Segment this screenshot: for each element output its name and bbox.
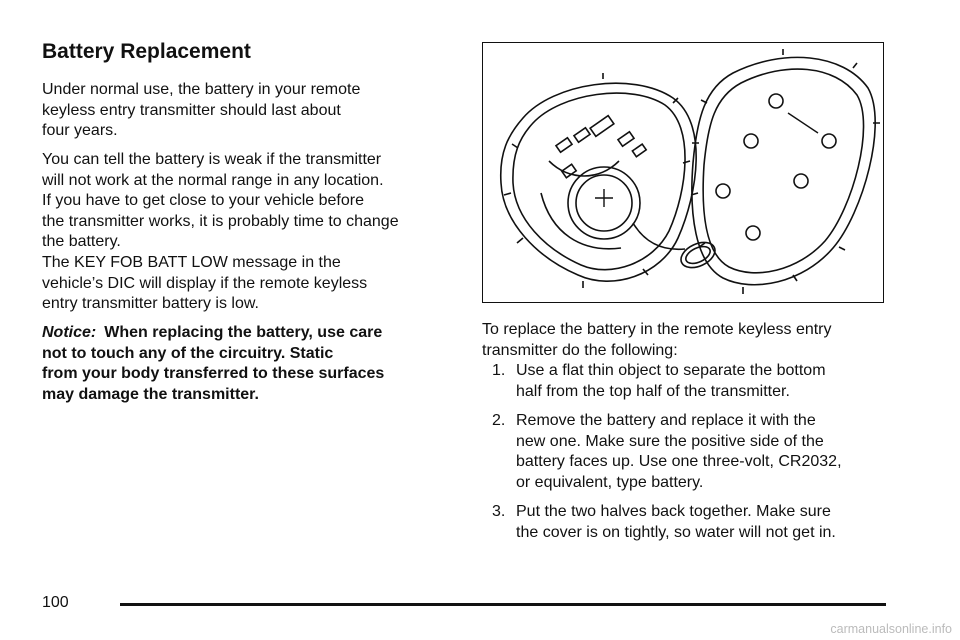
paragraph-battery-life [42, 80, 452, 142]
paragraph-weak-battery [42, 150, 452, 253]
step-text [516, 502, 896, 543]
text-line: transmitter do the following: [482, 341, 678, 359]
page-number: 100 [42, 594, 69, 611]
notice-line [42, 323, 452, 344]
text-line: the battery. [42, 233, 121, 250]
text-line: Remove the battery and replace it with the [516, 412, 816, 429]
notice-block [42, 323, 452, 405]
step-text [516, 361, 896, 402]
paragraph-dic-message [42, 253, 452, 315]
key-fob-figure [482, 42, 884, 303]
step-text [516, 411, 896, 493]
notice-label: Notice: [42, 324, 97, 341]
text-line: new one. Make sure the positive side of the [516, 432, 824, 450]
watermark: carmanualsonline.info [830, 622, 952, 636]
key-ring [677, 237, 719, 272]
notice-line: not to touch any of the circuitry. Static [42, 344, 334, 362]
text-line: entry transmitter battery is low. [42, 295, 259, 312]
text-line: half from the top half of the transmitter. [516, 382, 790, 400]
section-heading: Battery Replacement [42, 40, 251, 63]
key-fob-open-illustration [483, 43, 882, 301]
text-line: will not work at the normal range in any location. [42, 171, 384, 189]
text-line: the transmitter works, it is probably time to change [42, 212, 399, 230]
text-line: You can tell the battery is weak if the transmitter [42, 151, 382, 168]
text-line: or equivalent, type battery. [516, 473, 704, 491]
step-number: 3. [492, 503, 506, 520]
notice-line: may damage the transmitter. [42, 385, 259, 403]
text-line: four years. [42, 122, 118, 139]
transmitter-top-half [691, 49, 880, 294]
text-line: The KEY FOB BATT LOW message in the [42, 254, 341, 271]
text-line: To replace the battery in the remote keyless entry [482, 321, 832, 338]
notice-line: from your body transferred to these surfaces [42, 365, 385, 382]
text-line: battery faces up. Use one three-volt, CR2032, [516, 453, 842, 470]
text-line: Under normal use, the battery in your remote [42, 81, 361, 98]
transmitter-bottom-half [501, 73, 696, 288]
text-line: Use a flat thin object to separate the bottom [516, 362, 826, 379]
text-line: If you have to get close to your vehicle before [42, 192, 364, 209]
text-line: Put the two halves back together. Make sure [516, 503, 831, 520]
step-number: 2. [492, 412, 506, 429]
text-line: keyless entry transmitter should last about [42, 101, 341, 119]
text-line: the cover is on tightly, so water will not get in. [516, 523, 836, 541]
step-number: 1. [492, 362, 506, 379]
instructions-intro [482, 320, 892, 361]
text-line: vehicle’s DIC will display if the remote keyless [42, 274, 368, 292]
notice-text: When replacing the battery, use care [104, 324, 383, 341]
footer-rule [120, 603, 886, 606]
